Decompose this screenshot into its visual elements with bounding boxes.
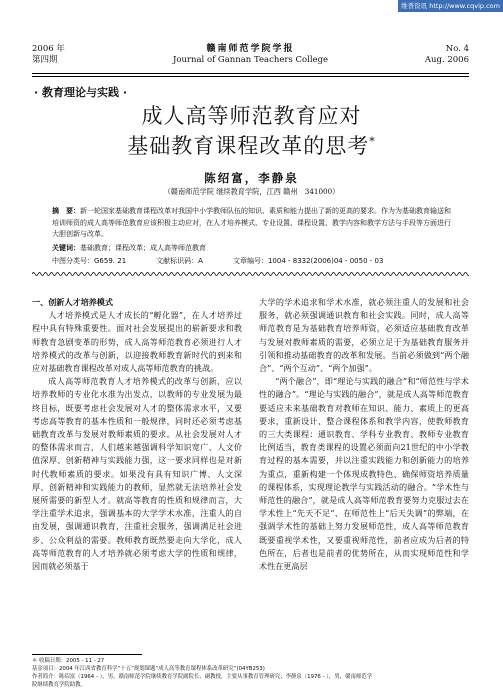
left-column (32, 296, 242, 573)
title-line-2-text: 基础教育课程改革的思考 (127, 134, 370, 158)
header-rule (32, 73, 469, 74)
footnote-author-bio: 作者简介：陈绍富（1964 - ），男，赣南师范学院继续教育学院副院长、副教授，主要从事教育管理研究；李静泉（1976 - ），男，赣南师范学 (32, 674, 373, 680)
header-rule-thin (32, 76, 469, 77)
abstract-text: 新一轮国家基础教育课程改革对我国中小学教师队伍的知识、素质和能力提出了新的更高的要求。作为为基础教育输送和培训师资的成人高等师范教育应该积极主动应对，在人才培养模式、专业设置、课程设置、教学内容和教学方法与手段等方面进行大胆创新与改革。 (52, 207, 451, 238)
article-number: 文章编号：1004 - 8332(2006)04 - 0050 - 03 (232, 257, 384, 265)
section-label: · 教育理论与实践 · (34, 86, 128, 99)
affiliation: （赣南师范学院 继续教育学院，江西 赣州 341000） (163, 187, 340, 196)
header-number: No. 4 (445, 44, 469, 54)
section-heading: 一、创新人才培养模式 (32, 297, 113, 307)
title-line-2 (0, 129, 503, 159)
classification-meta (52, 256, 451, 266)
paper-title (0, 104, 503, 159)
watermark: 维普资讯 http://www.cqvip.com (398, 0, 503, 12)
paragraph: 成人高等师范教育人才培养模式的改革与创新，应以培养教师的专业化水准为出发点，以教师的专业发展为最终目标，既要考虑社会发展对人才的整体需求水平，又要考虑高等教育的基本性质和一般规律，同时还必须考虑基础教育改革与发展对教师素质的要求。从社会发展对人才的整体需求而言，人们越来越强调科学知识宽广、人文价值深厚、创新精神与实践能力强，这一要求同样也是对新时代教师素质的要求。如果没有具有知识广博、人文深厚、创新精神和实践能力的教师，显然就无法培养社会发展所需要的新型人才。就高等教育的性质和规律而言，大学注重学术追求，强调基本的大学学术水准，注重人的自由发展，强调通识教育，注重社会服务，强调满足社会进步、公众利益的需要。教师教育既然要走向大学化，成人高等师范教育的人才培养就必须考虑大学的性质和规律，因而就必须基于 (32, 376, 242, 572)
header-center (32, 44, 469, 66)
abstract-label: 摘 要： (52, 207, 80, 215)
keywords-label: 关键词： (52, 244, 80, 252)
document-code: 文献标识码：A (156, 257, 203, 265)
right-column (259, 296, 469, 573)
paragraph: “两个融合”，即“理论与实践的融合”和“师范性与学术性的融合”。“理论与实践的融合”，就是成人高等师范教育要适应未来基础教育对教师在知识、能力、素质上的更高要求，重新设计、整合课程体系和教学内容，使教师教育的三大类课程：通识教育、学科专业教育、教师专业教育比例适当，教育类课程的设置必须面向21世纪的中小学教育过程的基本需要，并以注重实践能力和创新能力的培养为重点，重新构建一个体现成教特色、确保师资培养质量的课程体系，实现理论教学与实践活动的融合。“学术性与师范性的融合”，就是成人高等师范教育要努力克服过去在学术性上“先天不足”、在师范性上“后天失调”的弊端，在强调学术性的基础上努力发展师范性，成人高等师范教育既要重视学术性，又要重视师范性，前者应成为后者的特色所在，后者也是前者的优势所在，从而实现师范性和学术性在更高层 (259, 376, 469, 572)
abstract (52, 206, 451, 241)
authors: 陈绍富，李静泉 (204, 171, 299, 185)
header-issue: 第四期 (32, 55, 58, 65)
paragraph: 大学的学术追求和学术水准，就必须注重人的发展和社会服务，就必须强调通识教育和社会实践。同时，成人高等师范教育是为基础教育培养师资，必须适应基础教育改革与发展对教师素质的需要，必须立足于为基础教育服务并引领和推动基础教育的改革和发展。当前必须做到“两个融合”、“两个互动”、“两个加强”。 (259, 297, 469, 374)
footnote-received: ＊ 收稿日期：2005 - 11 - 27 (32, 658, 105, 664)
wavy-divider (32, 270, 469, 278)
header-year: 2006 年 (32, 44, 65, 54)
header-right (425, 44, 469, 66)
paragraph: 人才培养模式是人才成长的“孵化器”，在人才培养过程中具有特殊重要性。面对社会发展提出的崭新要求和教师教育急剧变革的形势，成人高等师范教育必须进行人才培养模式的改革与创新，以迎接教师教育新时代的到来和应对基础教育课程改革对成人高等师范教育的挑战。 (32, 310, 242, 374)
title-footnote-mark: * (369, 135, 376, 148)
footnote-rule (32, 654, 142, 655)
journal-name-en: Journal of Gannan Teachers College (172, 55, 329, 65)
journal-name-cn: 赣南师范学院学报 (206, 44, 295, 54)
keywords (52, 243, 451, 253)
title-line-1: 成人高等师范教育应对 (141, 104, 362, 128)
footnote-funding: 基金项目：2004 年江西省教育科学“十五”规划课题“成人高等教育课程体系改革研究”(04YB253) (32, 666, 265, 672)
footnote-author-bio-cont: 院继续教育学院助教。 (32, 682, 86, 688)
header-date: Aug. 2006 (424, 55, 469, 65)
running-header (32, 44, 469, 74)
footnotes (32, 657, 469, 689)
keywords-text: 基础教育；课程改革；成人高等师范教育 (80, 244, 206, 252)
clc-number: 中图分类号：G659. 21 (52, 257, 127, 265)
